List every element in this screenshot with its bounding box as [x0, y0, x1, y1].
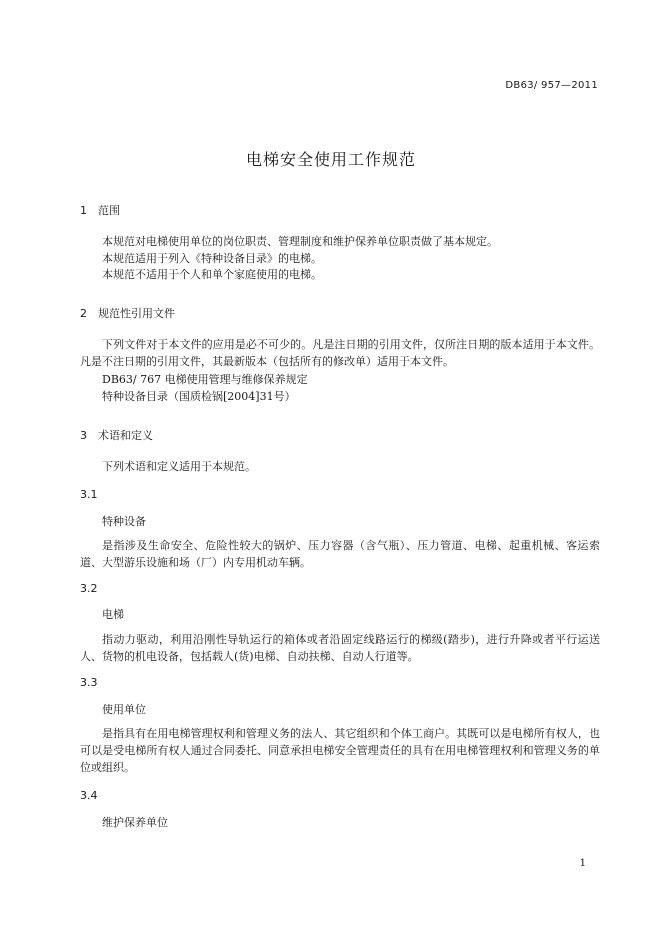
section-1-para-3: 本规范不适用于个人和单个家庭使用的电梯。: [102, 268, 322, 281]
term-title: 特种设备: [102, 515, 146, 528]
term-number: 3.1: [80, 488, 98, 501]
section-number: 2: [80, 307, 87, 320]
section-title: 规范性引用文件: [98, 307, 175, 320]
page-number: 1: [579, 858, 586, 869]
term-title: 电梯: [102, 608, 124, 621]
section-title: 术语和定义: [98, 429, 153, 442]
section-1-para-1: 本规范对电梯使用单位的岗位职责、管理制度和维护保养单位职责做了基本规定。: [102, 235, 498, 248]
term-number: 3.2: [80, 582, 98, 595]
term-definition: 是指具有在用电梯管理权利和管理义务的法人、其它组织和个体工商户。其既可以是电梯所有权人，也可以是受电梯所有权人通过合同委托、同意承担电梯安全管理责任的具有在用电梯管理权利和管理义务的单位或组织。: [80, 727, 600, 774]
section-2-para: 下列文件对于本文件的应用是必不可少的。凡是注日期的引用文件，仅所注日期的版本适用于本文件。凡是不注日期的引用文件，其最新版本（包括所有的修改单）适用于本文件。: [80, 338, 600, 368]
term-number: 3.4: [80, 789, 98, 802]
section-2-heading: [80, 305, 175, 321]
reference-item: DB63/ 767 电梯使用管理与维修保养规定: [102, 373, 308, 386]
section-1-para-2: 本规范适用于列入《特种设备目录》的电梯。: [102, 252, 322, 265]
section-number: 1: [80, 204, 87, 217]
page-title: 电梯安全使用工作规范: [245, 150, 416, 169]
term-title: 使用单位: [102, 703, 146, 716]
term-number: 3.3: [80, 676, 98, 689]
section-3-heading: [80, 427, 153, 443]
section-title: 范围: [98, 204, 120, 217]
term-title: 维护保养单位: [102, 816, 168, 829]
section-3-intro: 下列术语和定义适用于本规范。: [102, 460, 256, 473]
section-number: 3: [80, 429, 87, 442]
term-definition: 是指涉及生命安全、危险性较大的锅炉、压力容器（含气瓶）、压力管道、电梯、起重机械、客运索道、大型游乐设施和场（厂）内专用机动车辆。: [80, 539, 600, 569]
reference-item: 特种设备目录（国质检锅[2004]31号）: [102, 390, 296, 403]
document-code: DB63/ 957—2011: [505, 80, 598, 91]
section-1-heading: [80, 202, 120, 218]
term-definition: 指动力驱动，利用沿刚性导轨运行的箱体或者沿固定线路运行的梯级(踏步)，进行升降或者平行运送人、货物的机电设备，包括载人(货)电梯、自动扶梯、自动人行道等。: [80, 633, 600, 663]
